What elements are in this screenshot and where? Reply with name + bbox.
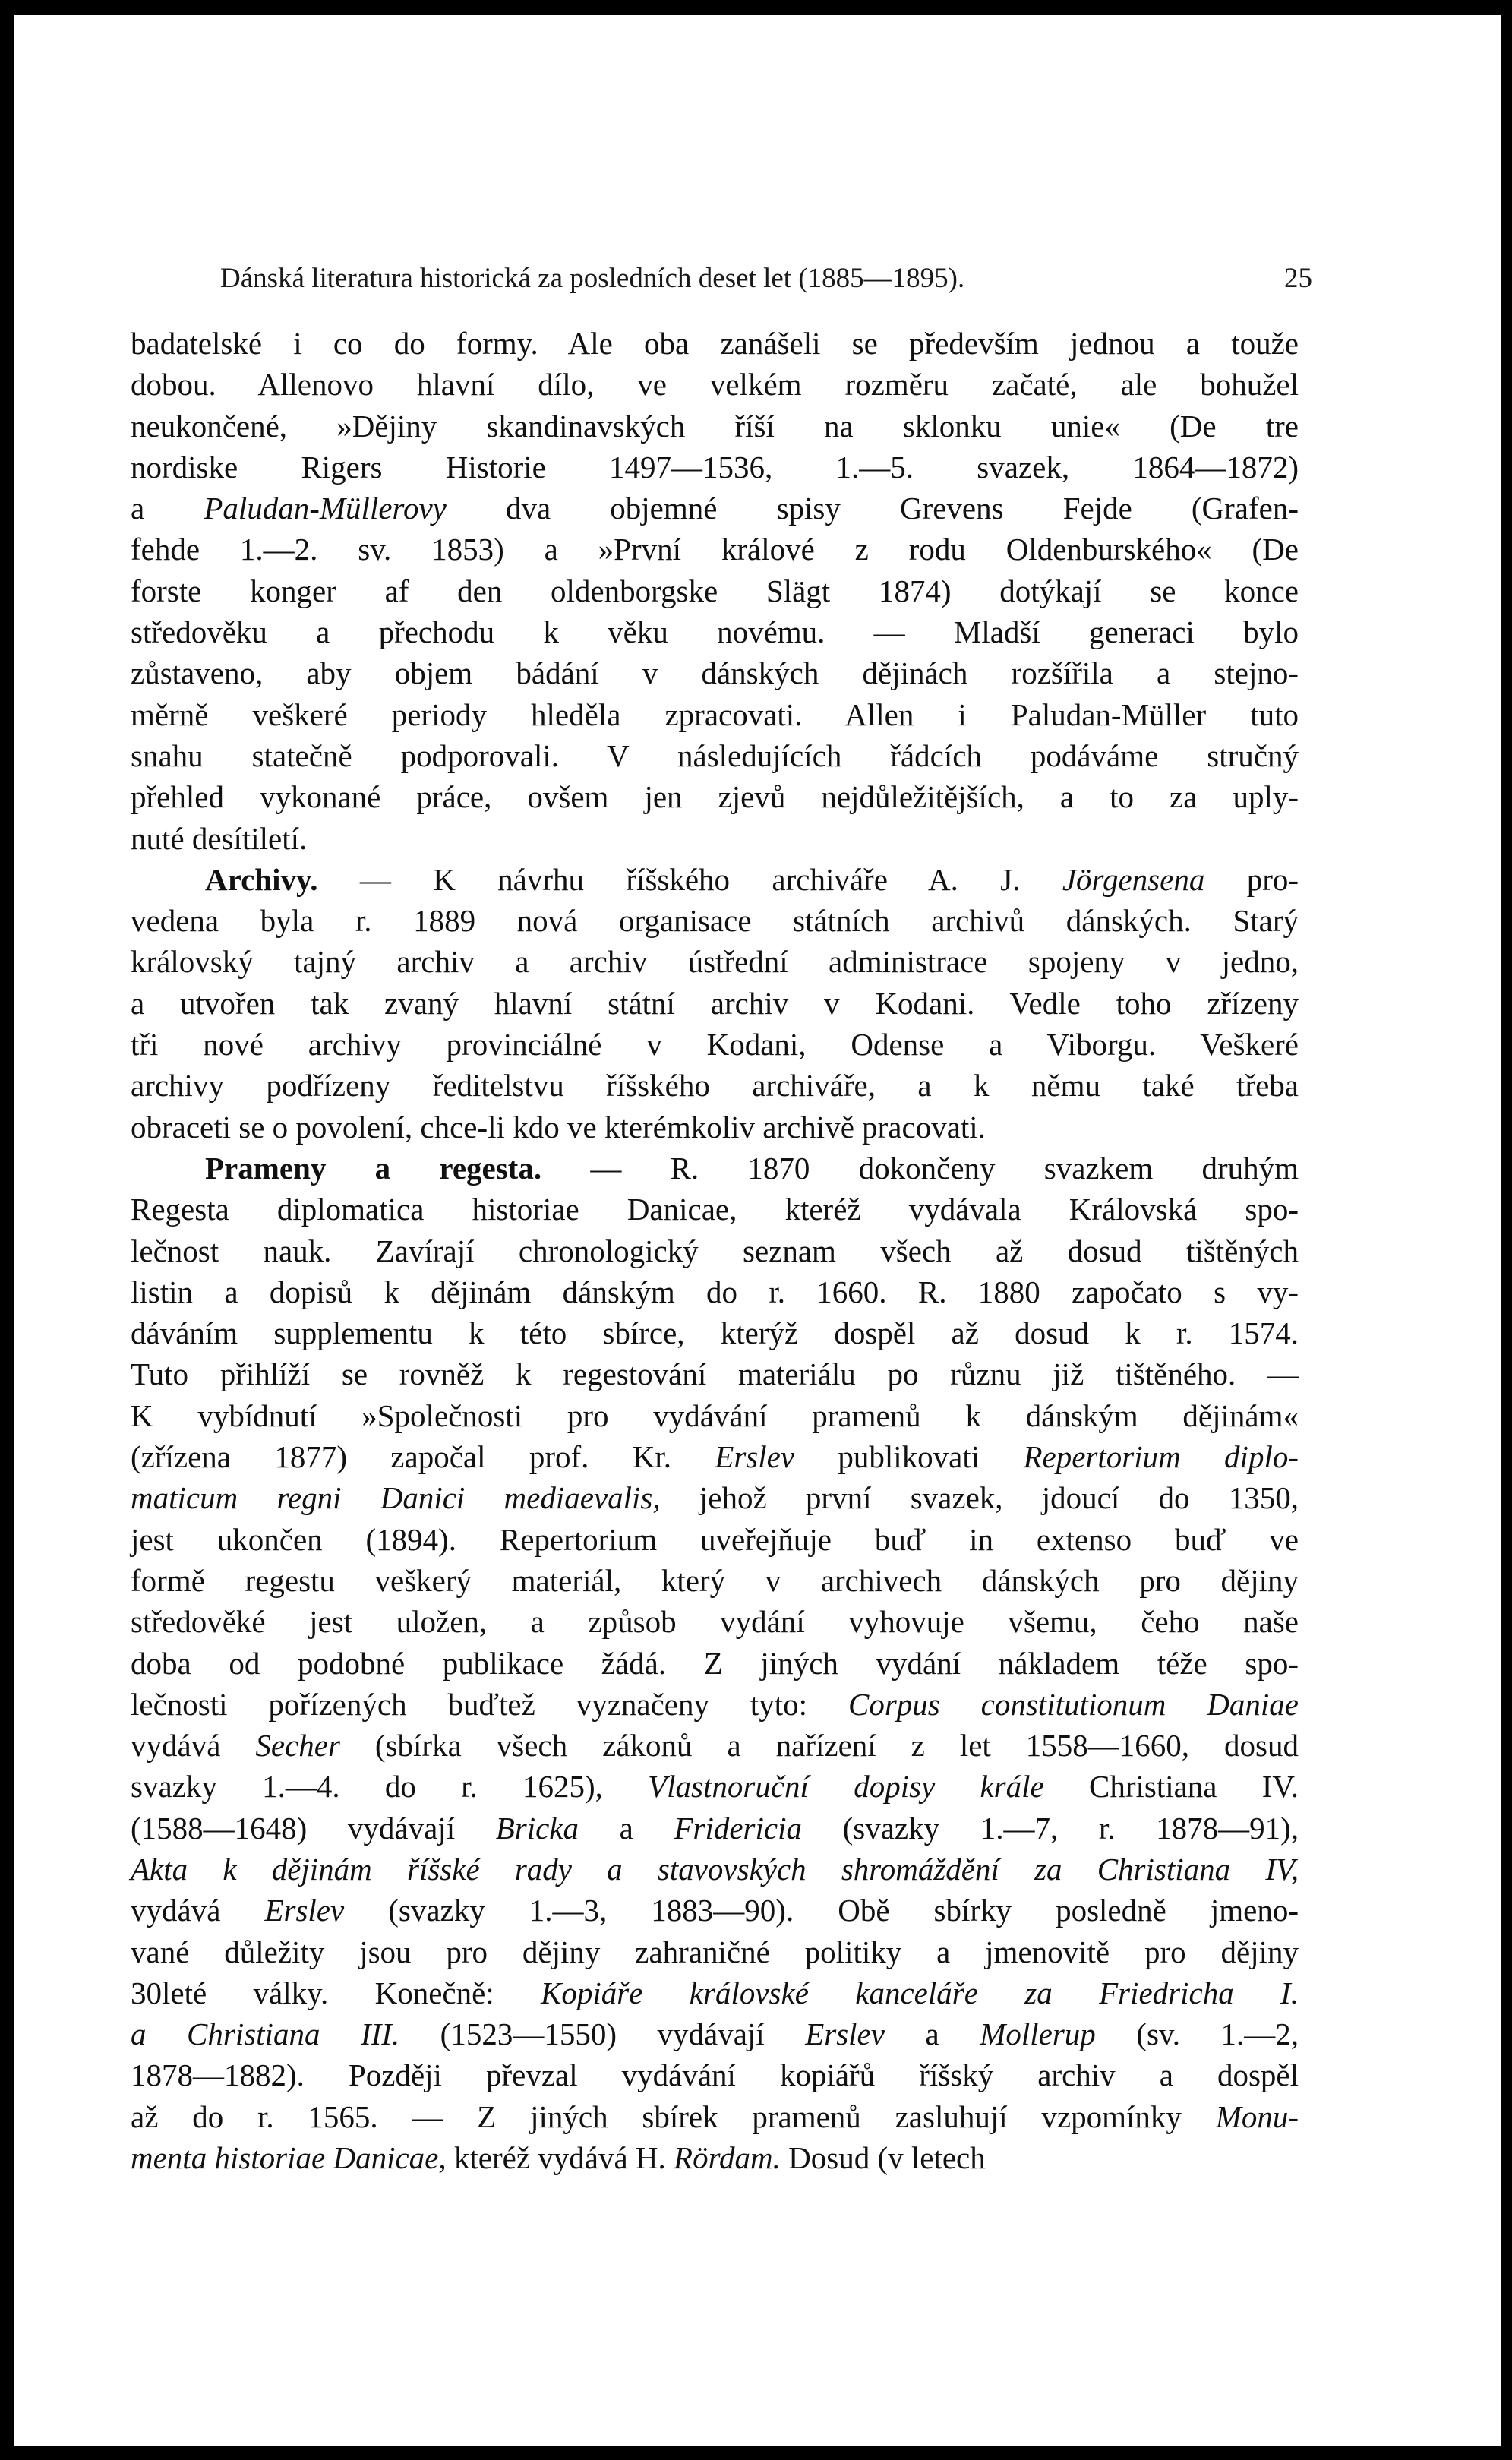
text-line: měrně veškeré periody hleděla zpracovati. Allen i Paludan-Müller tuto [131, 696, 1299, 732]
text-line: dáváním supplementu k této sbírce, kterýž dospěl až dosud k r. 1574. [131, 1315, 1299, 1351]
text-line: Archivy. — K návrhu říšského archiváře A. J. Jörgensena pro- [205, 861, 1299, 897]
text-line: nuté desítiletí. [131, 820, 308, 856]
text-line: svazky 1.—4. do r. 1625), Vlastnoruční dopisy krále Christiana IV. [131, 1769, 1299, 1805]
text-line: (zřízena 1877) započal prof. Kr. Erslev publikovati Repertorium diplo- [131, 1439, 1299, 1475]
text-line: menta historiae Danicae, kteréž vydává H. Rördam. Dosud (v letech [131, 2140, 986, 2176]
text-line: listin a dopisů k dějinám dánským do r. 1660. R. 1880 započato s vy- [131, 1274, 1299, 1309]
text-line: středověku a přechodu k věku novému. — Mladší generaci bylo [131, 614, 1299, 650]
paragraph [131, 859, 1299, 1148]
text-line: a utvořen tak zvaný hlavní státní archiv v Kodani. Vedle toho zřízeny [131, 985, 1299, 1021]
text-line: královský tajný archiv a archiv ústřední administrace spojeny v jedno, [131, 944, 1299, 980]
page-number: 25 [1284, 263, 1312, 294]
text-line: a Christiana III. (1523—1550) vydávají Erslev a Mollerup (sv. 1.—2, [131, 2016, 1299, 2052]
text-line: forste konger af den oldenborgske Slägt 1874) dotýkají se konce [131, 573, 1299, 608]
text-line: fehde 1.—2. sv. 1853) a »První králové z rodu Oldenburského« (De [131, 532, 1299, 567]
text-line: dobou. Allenovo hlavní dílo, ve velkém rozměru začaté, ale bohužel [131, 367, 1299, 403]
text-line: vedena byla r. 1889 nová organisace státních archivů dánských. Starý [131, 903, 1299, 939]
body-text [131, 323, 1299, 2178]
text-line: Akta k dějinám říšské rady a stavovských shromáždění za Christiana IV, [131, 1851, 1299, 1887]
text-line: maticum regni Danici mediaevalis, jehož první svazek, jdoucí do 1350, [131, 1480, 1299, 1516]
paragraph [131, 323, 1299, 859]
text-line: (1588—1648) vydávají Bricka a Fridericia (svazky 1.—7, r. 1878—91), [131, 1810, 1299, 1846]
text-line: zůstaveno, aby objem bádání v dánských dějinách rozšířila a stejno- [131, 655, 1299, 691]
text-line: neukončené, »Dějiny skandinavských říší na sklonku unie« (De tre [131, 408, 1299, 444]
text-line: tři nové archivy provinciálné v Kodani, Odense a Viborgu. Veškeré [131, 1027, 1299, 1063]
text-line: obraceti se o povolení, chce-li kdo ve kterémkoliv archivě pracovati. [131, 1109, 986, 1145]
text-line: 1878—1882). Později převzal vydávání kopiářů říšský archiv a dospěl [131, 2057, 1299, 2093]
text-line: archivy podřízeny ředitelstvu říšského archiváře, a k němu také třeba [131, 1068, 1299, 1104]
text-line: středověké jest uložen, a způsob vydání vyhovuje všemu, čeho naše [131, 1604, 1299, 1640]
text-line: vydává Secher (sbírka všech zákonů a nařízení z let 1558—1660, dosud [131, 1728, 1299, 1764]
text-line: přehled vykonané práce, ovšem jen zjevů nejdůležitějších, a to za uply- [131, 779, 1299, 815]
text-line: vydává Erslev (svazky 1.—3, 1883—90). Obě sbírky posledně jmeno- [131, 1893, 1299, 1928]
text-line: Regesta diplomatica historiae Danicae, kteréž vydávala Královská spo- [131, 1192, 1299, 1227]
text-line: a Paludan-Müllerovy dva objemné spisy Grevens Fejde (Grafen- [131, 491, 1299, 526]
text-line: až do r. 1565. — Z jiných sbírek pramenů zasluhují vzpomínky Monu- [131, 2098, 1299, 2134]
text-line: vané důležity jsou pro dějiny zahraničné politiky a jmenovitě pro dějiny [131, 1934, 1299, 1969]
running-title: Dánská literatura historická za posledních deset let (1885—1895). [220, 263, 965, 294]
text-line: lečnosti pořízených buďtež vyznačeny tyto: Corpus constitutionum Daniae [131, 1686, 1299, 1722]
text-line: formě regestu veškerý materiál, který v archivech dánských pro dějiny [131, 1562, 1299, 1598]
text-line: lečnost nauk. Zavírají chronologický seznam všech až dosud tištěných [131, 1233, 1299, 1268]
text-line: badatelské i co do formy. Ale oba zanášeli se především jednou a touže [131, 326, 1299, 361]
text-line: Tuto přihlíží se rovněž k regestování materiálu po různu již tištěného. — [131, 1356, 1299, 1392]
text-line: Prameny a regesta. — R. 1870 dokončeny svazkem druhým [205, 1150, 1299, 1186]
text-line: jest ukončen (1894). Repertorium uveřejňuje buď in extenso buď ve [131, 1521, 1299, 1557]
text-line: K vybídnutí »Společnosti pro vydávání pramenů k dánským dějinám« [131, 1397, 1299, 1433]
text-line: 30leté války. Konečně: Kopiáře královské kanceláře za Friedricha I. [131, 1975, 1299, 2010]
text-line: snahu statečně podporovali. V následujících řádcích podáváme stručný [131, 737, 1299, 773]
text-line: nordiske Rigers Historie 1497—1536, 1.—5. svazek, 1864—1872) [131, 449, 1299, 485]
paragraph [131, 1148, 1299, 2178]
text-line: doba od podobné publikace žádá. Z jiných vydání nákladem téže spo- [131, 1645, 1299, 1681]
